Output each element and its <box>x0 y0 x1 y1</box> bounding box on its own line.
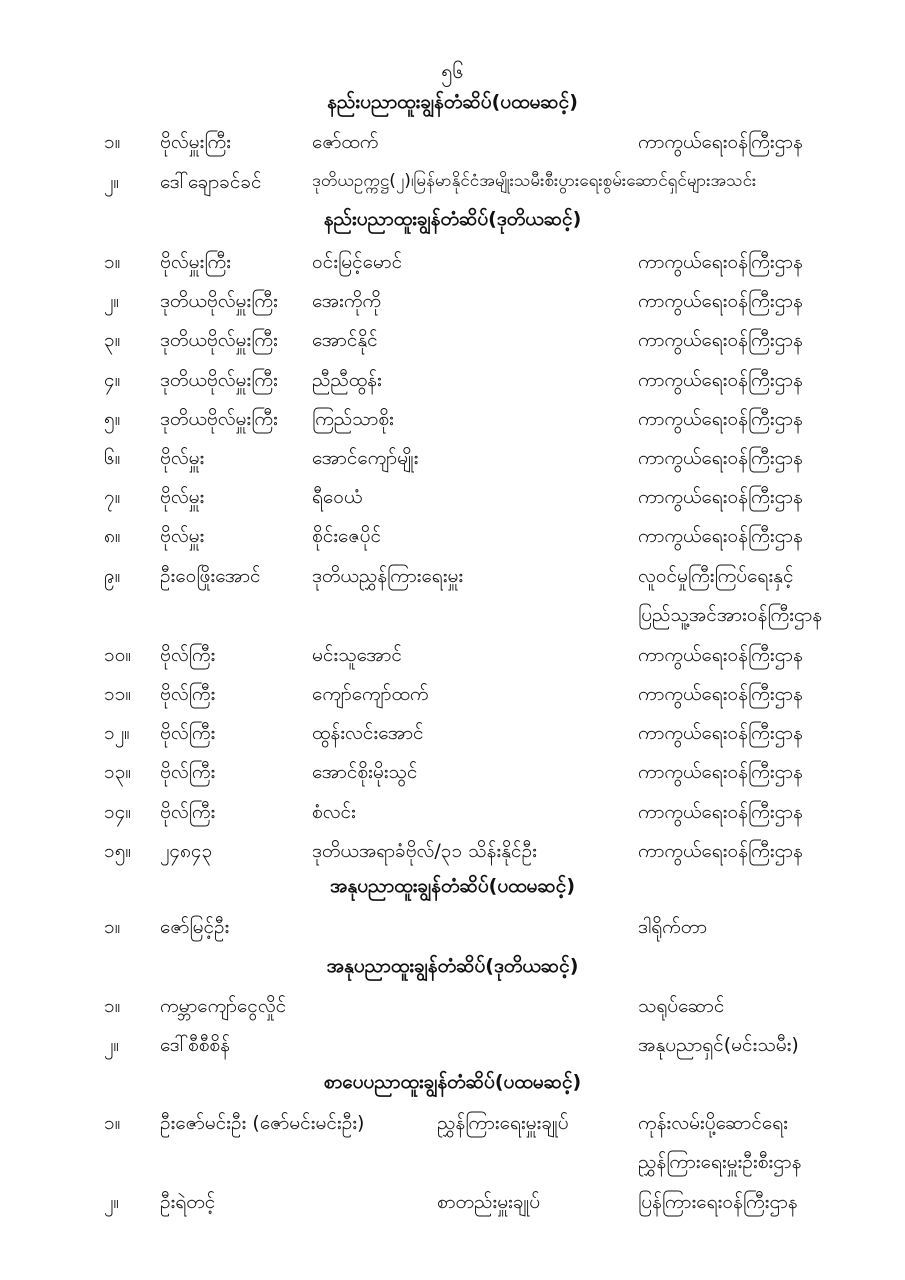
item-position: သရုပ်ဆောင် <box>638 995 725 1017</box>
item-department: ကာကွယ်ရေးဝန်ကြီးဌာန <box>638 722 803 744</box>
item-number: ၁၂။ <box>104 722 130 744</box>
list-item-continuation <box>0 1150 905 1180</box>
item-number: ၂။ <box>104 1034 120 1056</box>
item-position: ညွှန်ကြားရေးမှူးချုပ် <box>437 1112 569 1134</box>
list-item <box>0 289 905 319</box>
item-department: ကာကွယ်ရေးဝန်ကြီးဌာန <box>638 447 803 469</box>
item-number: ၅။ <box>104 408 121 430</box>
item-department: ပြည်သူ့အင်အားဝန်ကြီးဌာန <box>638 604 823 626</box>
list-item <box>0 1111 905 1141</box>
item-rank: ဗိုလ်မှူး <box>160 447 205 469</box>
list-item <box>0 250 905 280</box>
item-rank: ဗိုလ်မှူး <box>160 525 205 547</box>
item-name: ဦးဝေဖြိုးအောင် <box>160 565 261 587</box>
item-department: ကုန်းလမ်းပို့ဆောင်ရေး <box>638 1112 788 1134</box>
item-position: အနုပညာရှင်(မင်းသမီး) <box>638 1034 799 1056</box>
item-position: ဒုတိယညွှန်ကြားရေးမှူး <box>312 565 464 587</box>
item-department: ကာကွယ်ရေးဝန်ကြီးဌာန <box>638 525 803 547</box>
item-name: အေးကိုကို <box>312 290 382 312</box>
item-name: ကြည်သာစိုး <box>312 408 394 430</box>
list-item <box>0 915 905 945</box>
item-name: မင်းသူအောင် <box>312 644 402 666</box>
item-department: ပြန်ကြားရေးဝန်ကြီးဌာန <box>638 1191 798 1213</box>
item-department: ကာကွယ်ရေးဝန်ကြီးဌာန <box>638 840 803 862</box>
item-number: ၁။ <box>104 1112 121 1134</box>
list-item <box>0 524 905 554</box>
item-name: ဒုတိယအရာခံဗိုလ်/၃၁ သိန်းနိုင်ဦး <box>312 840 537 862</box>
item-number: ၄။ <box>104 369 121 391</box>
item-position: ဒါရိုက်တာ <box>638 916 708 938</box>
item-name: ညီညီထွန်း <box>312 369 382 391</box>
item-rank: ဒုတိယဗိုလ်မှူးကြီး <box>160 290 278 312</box>
item-name: အောင်နိုင် <box>312 329 378 351</box>
item-number: ၂။ <box>104 290 120 312</box>
item-service-number: ၂၄၈၄၃ <box>160 840 213 862</box>
list-item <box>0 800 905 830</box>
item-number: ၁၄။ <box>104 801 132 823</box>
item-name: ကျော်ကျော်ထက် <box>312 683 429 705</box>
item-name: ဝင်းမြင့်မောင် <box>312 251 403 273</box>
list-item <box>0 407 905 437</box>
item-number: ၁။ <box>104 916 121 938</box>
item-department: ကာကွယ်ရေးဝန်ကြီးဌာန <box>638 801 803 823</box>
item-position: ဒုတိယဥက္ကဋ္ဌ(၂)၊မြန်မာနိုင်ငံအမျိုးသမီးစီးပွားရေးစွမ်းဆောင်ရှင်များအသင်း <box>312 171 757 191</box>
list-item <box>0 839 905 869</box>
item-name: ဇော်မြင့်ဦး <box>160 916 230 938</box>
item-position: စာတည်းမှူးချုပ် <box>437 1191 541 1213</box>
item-rank: ဗိုလ်မှူးကြီး <box>160 251 231 273</box>
item-number: ၃။ <box>104 329 121 351</box>
section-heading: နည်းပညာထူးချွန်တံဆိပ်(ပထမဆင့်) <box>327 91 578 113</box>
item-department: ကာကွယ်ရေးဝန်ကြီးဌာန <box>638 369 803 391</box>
list-item <box>0 1190 905 1220</box>
item-department: ကာကွယ်ရေးဝန်ကြီးဌာန <box>638 131 803 153</box>
list-item <box>0 721 905 751</box>
list-item <box>0 994 905 1024</box>
item-department: လူဝင်မှုကြီးကြပ်ရေးနှင့် <box>638 565 794 587</box>
item-rank: ဗိုလ်မှူးကြီး <box>160 131 231 153</box>
item-name: ဦးရဲတင့် <box>160 1191 216 1213</box>
item-department: ကာကွယ်ရေးဝန်ကြီးဌာန <box>638 329 803 351</box>
item-number: ၁၃။ <box>104 761 132 783</box>
list-item <box>0 1033 905 1063</box>
item-rank: ဗိုလ်မှူး <box>160 486 205 508</box>
item-name: ဒေါ်စီစီစိန် <box>160 1034 230 1056</box>
item-number: ၁၅။ <box>104 840 132 862</box>
item-number: ၁၁။ <box>104 683 132 705</box>
item-department: ကာကွယ်ရေးဝန်ကြီးဌာန <box>638 408 803 430</box>
item-name: စိုင်းဇေပိုင် <box>312 525 382 547</box>
item-department: ကာကွယ်ရေးဝန်ကြီးဌာန <box>638 486 803 508</box>
list-item <box>0 564 905 594</box>
item-number: ၂။ <box>104 1191 120 1213</box>
list-item <box>0 485 905 515</box>
page-number: ၅၆ <box>441 59 464 83</box>
item-name: ဦးဇော်မင်းဦး (ဇော်မင်းမင်းဦး) <box>160 1112 365 1134</box>
list-item <box>0 328 905 358</box>
item-name: ဒေါ်ချောခင်ခင် <box>160 171 262 193</box>
section-heading: အနုပညာထူးချွန်တံဆိပ်(ဒုတိယဆင့်) <box>326 955 579 977</box>
list-item <box>0 682 905 712</box>
item-rank: ဗိုလ်ကြီး <box>160 761 216 783</box>
list-item <box>0 643 905 673</box>
item-number: ၁။ <box>104 251 121 273</box>
section-heading: စာပေပညာထူးချွန်တံဆိပ်(ပထမဆင့်) <box>323 1071 582 1093</box>
item-number: ၁၀။ <box>104 644 132 666</box>
item-rank: ဗိုလ်ကြီး <box>160 644 216 666</box>
item-name: အောင်ကျော်မျိုး <box>312 447 419 469</box>
list-item <box>0 760 905 790</box>
item-rank: ဒုတိယဗိုလ်မှူးကြီး <box>160 329 278 351</box>
list-item <box>0 170 905 200</box>
item-rank: ဒုတိယဗိုလ်မှူးကြီး <box>160 408 278 430</box>
item-number: ၂။ <box>104 171 120 193</box>
list-item <box>0 130 905 160</box>
item-name: ဇော်ထက် <box>312 131 379 153</box>
item-department: ကာကွယ်ရေးဝန်ကြီးဌာန <box>638 251 803 273</box>
list-item <box>0 368 905 398</box>
item-number: ၈။ <box>104 525 121 547</box>
item-department: ကာကွယ်ရေးဝန်ကြီးဌာန <box>638 644 803 666</box>
item-department: ကာကွယ်ရေးဝန်ကြီးဌာန <box>638 290 803 312</box>
item-rank: ဗိုလ်ကြီး <box>160 801 216 823</box>
item-rank: ဗိုလ်ကြီး <box>160 683 216 705</box>
item-number: ၉။ <box>104 565 121 587</box>
item-name: ရီဝေယံ <box>312 486 363 508</box>
item-name: အောင်စိုးမိုးသွင် <box>312 761 418 783</box>
item-name: ထွန်းလင်းအောင် <box>312 722 424 744</box>
item-name: ကမ္ဘာကျော်ငွေလှိုင် <box>160 995 287 1017</box>
section-heading: နည်းပညာထူးချွန်တံဆိပ်(ဒုတိယဆင့်) <box>323 208 582 230</box>
item-department: ကာကွယ်ရေးဝန်ကြီးဌာန <box>638 761 803 783</box>
list-item-continuation <box>0 603 905 633</box>
item-number: ၆။ <box>104 447 121 469</box>
list-item <box>0 446 905 476</box>
item-number: ၇။ <box>104 486 121 508</box>
item-number: ၁။ <box>104 995 121 1017</box>
section-heading: အနုပညာထူးချွန်တံဆိပ်(ပထမဆင့်) <box>329 875 576 897</box>
item-name: စံလင်း <box>312 801 356 823</box>
item-department: ညွှန်ကြားရေးမှူးဦးစီးဌာန <box>638 1151 802 1173</box>
item-rank: ဒုတိယဗိုလ်မှူးကြီး <box>160 369 278 391</box>
item-rank: ဗိုလ်ကြီး <box>160 722 216 744</box>
item-number: ၁။ <box>104 131 121 153</box>
item-department: ကာကွယ်ရေးဝန်ကြီးဌာန <box>638 683 803 705</box>
